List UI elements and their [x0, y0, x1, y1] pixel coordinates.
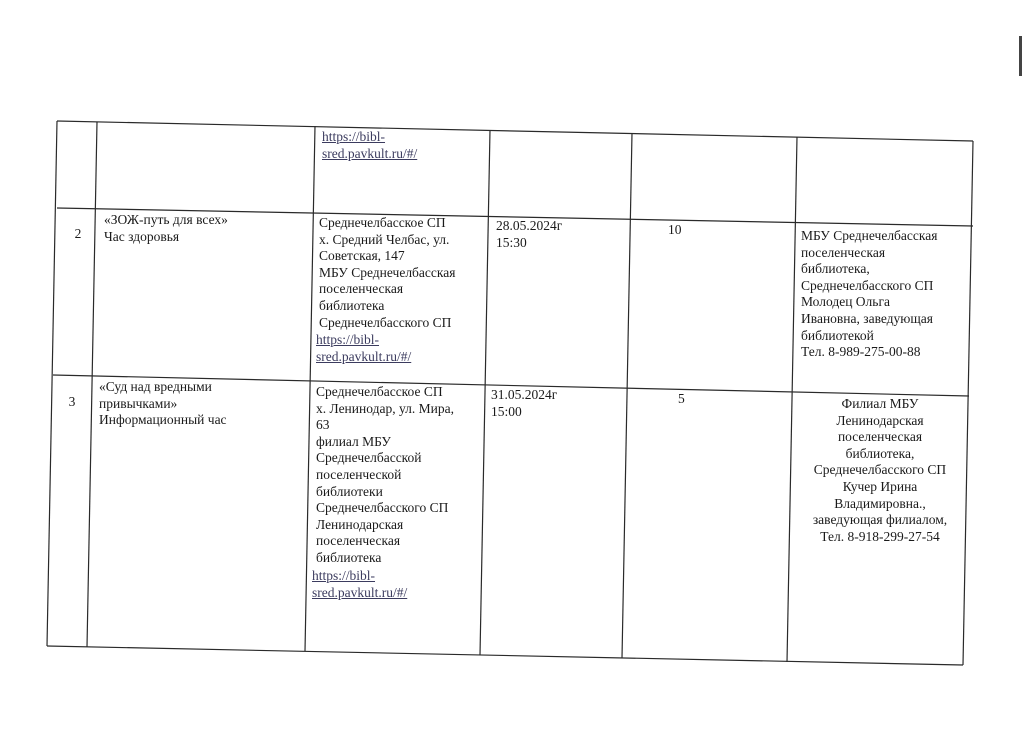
row-number: 3	[68, 394, 76, 409]
website-link[interactable]: https://bibl- sred.pavkult.ru/#/	[312, 568, 408, 600]
event-place: Среднечелбасское СП х. Средний Челбас, ул. Советская, 147 МБУ Среднечелбасская поселенческая библиотека Среднечелбасского СП	[319, 215, 456, 330]
website-link[interactable]: https://bibl- sred.pavkult.ru/#/	[316, 332, 412, 364]
event-datetime: 31.05.2024г 15:00	[491, 387, 558, 419]
participant-count: 10	[668, 222, 682, 237]
row-number: 2	[74, 226, 82, 241]
scan-edge-mark	[1019, 36, 1022, 76]
event-datetime: 28.05.2024г 15:30	[496, 218, 563, 250]
participant-count: 5	[678, 391, 685, 406]
event-title: «ЗОЖ-путь для всех» Час здоровья	[104, 212, 228, 244]
website-link[interactable]: https://bibl- sred.pavkult.ru/#/	[322, 129, 418, 161]
event-place: Среднечелбасское СП х. Ленинодар, ул. Мира, 63 филиал МБУ Среднечелбасской поселенческой библиотеки Среднечелбасского СП Ленинодарская поселенческая библиотека	[316, 384, 454, 565]
responsible-person: Филиал МБУ Ленинодарская поселенческая библиотека, Среднечелбасского СП Кучер Ирина Владимировна., заведующая филиалом, Тел. 8-918-299-27-54	[812, 396, 948, 544]
responsible-person: МБУ Среднечелбасская поселенческая библиотека, Среднечелбасского СП Молодец Ольга Ивановна, заведующая библиотекой Тел. 8-989-275-00-88	[801, 228, 938, 360]
event-title: «Суд над вредными привычками» Информационный час	[99, 379, 227, 428]
